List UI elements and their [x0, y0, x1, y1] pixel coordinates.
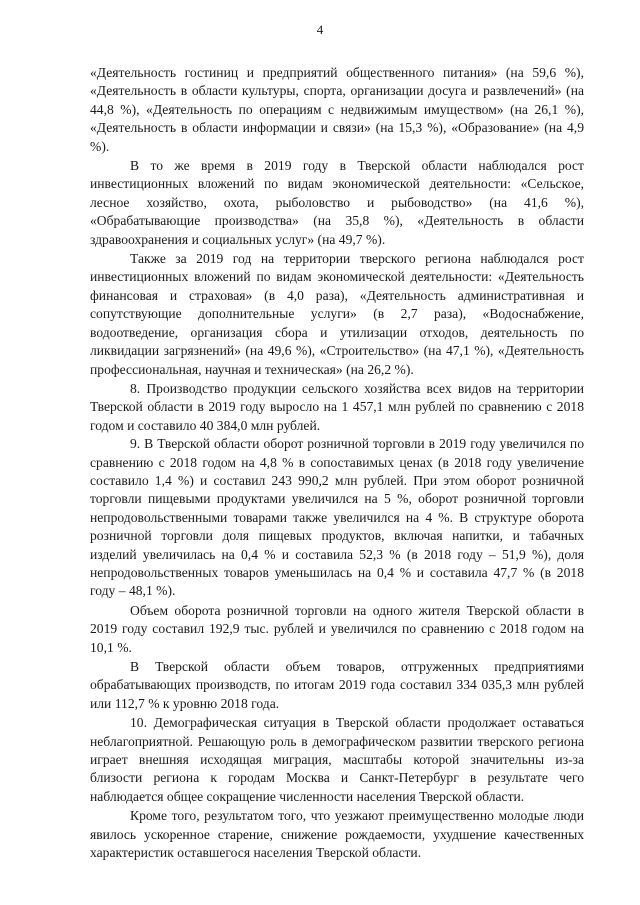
paragraph-retail-per-capita: Объем оборота розничной торговли на одного жителя Тверской области в 2019 году составил 192,9 тыс. рублей и увеличился по сравнению с 2018 годом на 10,1 %.	[90, 602, 584, 655]
paragraph-population-aging: Кроме того, результатом того, что уезжают преимущественно молодые люди явилось ускоренное старение, снижение рождаемости, ухудшение качественных характеристик оставшегося населения Тверской области.	[90, 808, 584, 861]
paragraph-agriculture: 8. Производство продукции сельского хозяйства всех видов на территории Тверской области в 2019 году выросло на 1 457,1 млн рублей по сравнению с 2018 годом и составило 40 384,0 млн рублей.	[90, 380, 584, 433]
paragraph-manufacturing-shipments: В Тверской области объем товаров, отгруженных предприятиями обрабатывающих производств, по итогам 2019 года составил 334 035,3 млн рублей или 112,7 % к уровню 2018 года.	[90, 659, 584, 711]
paragraph-investment-growth: В то же время в 2019 году в Тверской области наблюдался рост инвестиционных вложений по видам экономической деятельности: «Сельское, лесное хозяйство, охота, рыболовство и рыбоводство» (на 41,6 %), «Обрабатывающие производства» (на 35,8 %), «Деятельность в области здравоохранения и социальных услуг» (на 49,7 %).	[90, 158, 584, 247]
paragraph-investment-growth-regional: Также за 2019 год на территории тверского региона наблюдался рост инвестиционных вложений по видам экономической деятельности: «Деятельность финансовая и страховая» (в 4,0 раза), «Деятельность административная и сопутствующие дополнительные услуги» (в 2,7 раза), «Водоснабжение, водоотведение, организация сбора и утилизации отходов, деятельность по ликвидации загрязнений» (на 49,6 %), «Строительство» (на 47,1 %), «Деятельность профессиональная, научная и техническая» (на 26,2 %).	[90, 251, 584, 377]
paragraph-demographics: 10. Демографическая ситуация в Тверской области продолжает оставаться неблагоприятной. Решающую роль в демографическом развитии тверского региона играет внешняя исходящая миграция, масштабы которой значительны из-за близости региона к городам Москва и Санкт-Петербург в результате чего наблюдается общее сокращение численности населения Тверской области.	[90, 715, 584, 804]
paragraph-retail-trade: 9. В Тверской области оборот розничной торговли в 2019 году увеличился по сравнению с 2018 годом на 4,8 % в сопоставимых ценах (в 2018 году увеличение составило 1,4 %) и составил 243 990,2 млн рублей. При этом оборот розничной торговли пищевыми продуктами увеличился на 5 %, оборот розничной торговли непродовольственными товарами также увеличился на 4 %. В структуре оборота розничной торговли доля пищевых продуктов, включая напитки, и табачных изделий увеличилась на 0,4 % и составила 52,3 % (в 2018 году – 51,9 %), доля непродовольственных товаров уменьшилась на 0,4 % и составила 47,7 % (в 2018 году – 48,1 %).	[90, 436, 584, 599]
paragraph-hospitality-culture-declines: «Деятельность гостиниц и предприятий общественного питания» (на 59,6 %), «Деятельность в области культуры, спорта, организации досуга и развлечений» (на 44,8 %), «Деятельность по операциям с недвижимым имуществом» (на 26,1 %), «Деятельность в области информации и связи» (на 15,3 %), «Образование» (на 4,9 %).	[90, 65, 584, 154]
page-number: 4	[316, 22, 324, 37]
document-body	[90, 64, 584, 862]
